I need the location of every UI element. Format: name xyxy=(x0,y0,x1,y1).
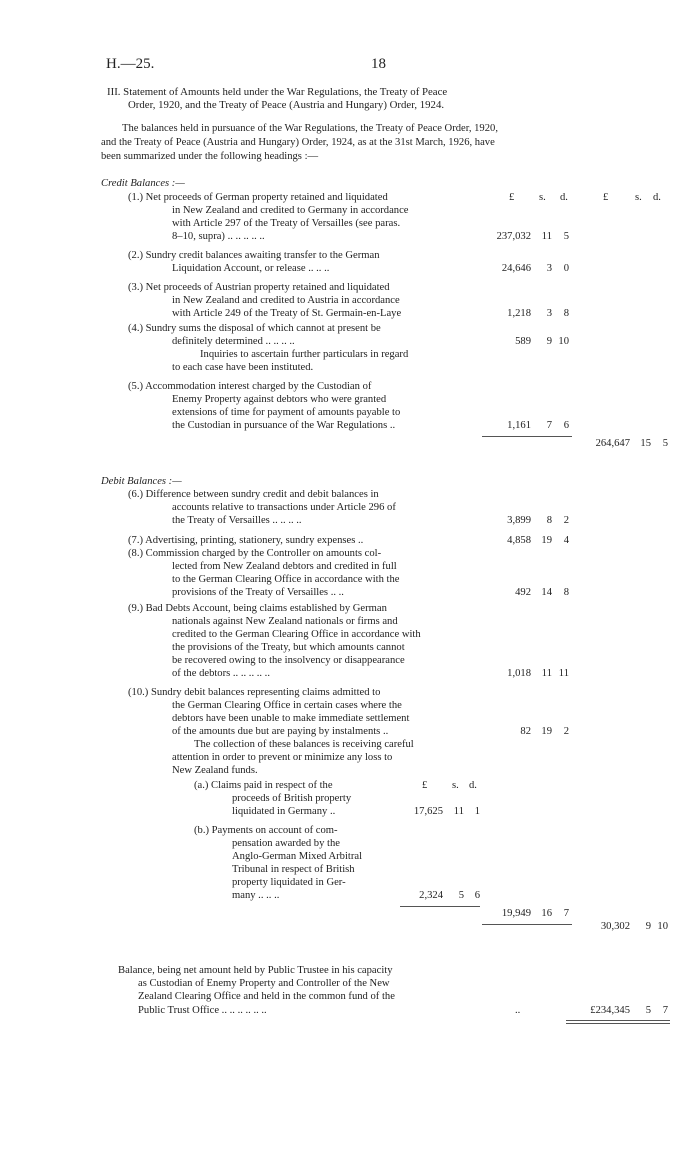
credit-item-2-line-2: Liquidation Account, or release .. .. .. xyxy=(172,263,330,274)
balance-line-1: Balance, being net amount held by Public Trustee in his capacity xyxy=(118,965,393,976)
credit-total-pounds: 264,647 xyxy=(595,438,630,449)
credit-item-5-line-3: extensions of time for payment of amounts payable to xyxy=(172,407,401,418)
debit-item-9-line-5: be recovered owing to the insolvency or disappearance xyxy=(172,655,405,666)
sub-col-shillings: s. xyxy=(452,780,459,791)
sub-item-b-line-2: pensation awarded by the xyxy=(232,838,340,849)
credit-item-5-pounds: 1,161 xyxy=(507,420,531,431)
credit-item-2-pence: 0 xyxy=(563,263,569,274)
debit-item-9-line-3: credited to the German Clearing Office in accordance with xyxy=(172,629,421,640)
debit-item-7-shillings: 19 xyxy=(541,535,552,546)
balance-double-rule-top xyxy=(566,1020,670,1021)
intro-line-2: and the Treaty of Peace (Austria and Hungary) Order, 1924, as at the 31st March, 1926, have xyxy=(101,137,495,148)
sub-item-b-line-4: Tribunal in respect of British xyxy=(232,864,355,875)
sub-item-a-pounds: 17,625 xyxy=(413,806,443,817)
debit-item-6-line-3: the Treaty of Versailles .. .. .. .. xyxy=(172,515,302,526)
sub-item-a-line-3: liquidated in Germany .. xyxy=(232,806,336,817)
balance-pence: 7 xyxy=(662,1005,668,1016)
balance-line-3: Zealand Clearing Office and held in the common fund of the xyxy=(138,991,395,1002)
debit-item-8-line-3: to the German Clearing Office in accordance with the xyxy=(172,574,400,585)
sub-item-b-shillings: 5 xyxy=(458,890,464,901)
sub-item-b-pence: 6 xyxy=(474,890,480,901)
sub-item-a-line-1: (a.) Claims paid in respect of the xyxy=(194,780,333,791)
credit-item-1-shillings: 11 xyxy=(541,231,552,242)
credit-item-4-shillings: 9 xyxy=(546,336,552,347)
section-title-line-2: Order, 1920, and the Treaty of Peace (Austria and Hungary) Order, 1924. xyxy=(128,99,445,111)
debit-item-9-pounds: 1,018 xyxy=(507,668,531,679)
sub-item-a-line-2: proceeds of British property xyxy=(232,793,352,804)
sub-total-pence: 7 xyxy=(563,908,569,919)
balance-shillings: 5 xyxy=(645,1005,651,1016)
credit-item-5-shillings: 7 xyxy=(546,420,552,431)
credit-item-3-line-2: in New Zealand and credited to Austria in accordance xyxy=(172,295,400,306)
debit-total-pounds: 30,302 xyxy=(600,921,630,932)
page-number: 18 xyxy=(371,56,386,72)
debit-item-10-pence: 2 xyxy=(563,726,569,737)
debit-item-9-line-1: (9.) Bad Debts Account, being claims established by German xyxy=(128,603,387,614)
sub-item-a-pence: 1 xyxy=(474,806,480,817)
debit-item-10-shillings: 19 xyxy=(541,726,552,737)
sub-col-pence: d. xyxy=(469,780,477,791)
debit-item-8-pounds: 492 xyxy=(515,587,531,598)
credit-item-3-pounds: 1,218 xyxy=(507,308,531,319)
debit-item-9-pence: 11 xyxy=(558,668,569,679)
credit-subtotal-rule xyxy=(482,436,572,437)
credit-item-1-line-2: in New Zealand and credited to Germany in accordance xyxy=(172,205,409,216)
credit-item-2-shillings: 3 xyxy=(546,263,552,274)
document-reference: H.—25. xyxy=(106,56,155,72)
credit-col-pound: £ xyxy=(509,192,515,203)
debit-item-10-pounds: 82 xyxy=(520,726,531,737)
credit-col-pence: d. xyxy=(560,192,568,203)
sub-item-b-line-1: (b.) Payments on account of com- xyxy=(194,825,338,836)
credit-item-4-pence: 10 xyxy=(558,336,569,347)
intro-line-1: The balances held in pursuance of the War Regulations, the Treaty of Peace Order, 1920, xyxy=(122,123,498,134)
credit-item-1-pounds: 237,032 xyxy=(496,231,531,242)
debit-item-9-shillings: 11 xyxy=(541,668,552,679)
sub-total-shillings: 16 xyxy=(541,908,552,919)
debit-item-10-line-2: the German Clearing Office in certain cases where the xyxy=(172,700,402,711)
debit-item-10-line-3: debtors have been unable to make immediate settlement xyxy=(172,713,410,724)
balance-line-4: Public Trust Office .. .. .. .. .. .. xyxy=(138,1005,267,1016)
credit-total-pence: 5 xyxy=(662,438,668,449)
debit-item-6-shillings: 8 xyxy=(546,515,552,526)
debit-total-shillings: 9 xyxy=(645,921,651,932)
debit-item-7-pence: 4 xyxy=(563,535,569,546)
sub-item-a-shillings: 11 xyxy=(453,806,464,817)
debit-item-6-pence: 2 xyxy=(563,515,569,526)
credit-item-5-line-1: (5.) Accommodation interest charged by the Custodian of xyxy=(128,381,372,392)
credit-item-1-line-1: (1.) Net proceeds of German property retained and liquidated xyxy=(128,192,388,203)
balance-double-rule-bottom xyxy=(566,1023,670,1024)
credit-item-5-line-4: the Custodian in pursuance of the War Regulations .. xyxy=(172,420,396,431)
debit-item-7-pounds: 4,858 xyxy=(507,535,531,546)
debit-item-9-line-4: the provisions of the Treaty, but which amounts cannot xyxy=(172,642,405,653)
credit-item-2-pounds: 24,646 xyxy=(501,263,531,274)
credit-item-5-pence: 6 xyxy=(563,420,569,431)
credit-item-3-pence: 8 xyxy=(563,308,569,319)
credit-item-4-line-2: definitely determined .. .. .. .. xyxy=(172,336,295,347)
debit-item-10-line-7: New Zealand funds. xyxy=(172,765,258,776)
total-col-pound: £ xyxy=(603,192,609,203)
debit-item-9-line-6: of the debtors .. .. .. .. .. xyxy=(172,668,270,679)
sub-total-pounds: 19,949 xyxy=(501,908,531,919)
debit-item-8-line-1: (8.) Commission charged by the Controller on amounts col- xyxy=(128,548,382,559)
intro-line-3: been summarized under the following headings :— xyxy=(101,151,319,162)
debit-item-8-line-2: lected from New Zealand debtors and credited in full xyxy=(172,561,397,572)
credit-item-1-pence: 5 xyxy=(563,231,569,242)
credit-col-shillings: s. xyxy=(539,192,546,203)
credit-item-1-line-4: 8–10, supra) .. .. .. .. .. xyxy=(172,231,265,242)
sub-item-b-line-3: Anglo-German Mixed Arbitral xyxy=(232,851,363,862)
credit-item-4-line-4: to each case have been instituted. xyxy=(172,362,314,373)
total-col-pence: d. xyxy=(653,192,661,203)
debit-item-8-shillings: 14 xyxy=(541,587,552,598)
credit-item-4-line-3: Inquiries to ascertain further particulars in regard xyxy=(200,349,409,360)
debit-item-8-line-4: provisions of the Treaty of Versailles .. .. xyxy=(172,587,344,598)
total-col-shillings: s. xyxy=(635,192,642,203)
credit-item-5-line-2: Enemy Property against debtors who were granted xyxy=(172,394,387,405)
sub-item-b-line-6: many .. .. .. xyxy=(232,890,280,901)
debit-item-6-line-2: accounts relative to transactions under Article 296 of xyxy=(172,502,396,513)
credit-item-3-line-1: (3.) Net proceeds of Austrian property retained and liquidated xyxy=(128,282,390,293)
debit-heading: Debit Balances :— xyxy=(101,476,182,487)
credit-item-3-shillings: 3 xyxy=(546,308,552,319)
sub-col-pound: £ xyxy=(422,780,428,791)
credit-item-3-line-3: with Article 249 of the Treaty of St. Germain-en-Laye xyxy=(172,308,402,319)
debit-item-10-line-6: attention in order to prevent or minimize any loss to xyxy=(172,752,393,763)
credit-total-shillings: 15 xyxy=(640,438,651,449)
debit-total-pence: 10 xyxy=(657,921,668,932)
credit-heading: Credit Balances :— xyxy=(101,178,185,189)
credit-item-4-pounds: 589 xyxy=(515,336,531,347)
debit-subtotal-rule xyxy=(482,924,572,925)
balance-pounds: £234,345 xyxy=(590,1005,630,1016)
debit-item-10-line-4: of the amounts due but are paying by instalments .. xyxy=(172,726,389,737)
debit-item-6-line-1: (6.) Difference between sundry credit and debit balances in xyxy=(128,489,379,500)
credit-item-2-line-1: (2.) Sundry credit balances awaiting transfer to the German xyxy=(128,250,380,261)
debit-item-8-pence: 8 xyxy=(563,587,569,598)
balance-line-2: as Custodian of Enemy Property and Controller of the New xyxy=(138,978,390,989)
section-title-line-1: III. Statement of Amounts held under the War Regulations, the Treaty of Peace xyxy=(107,86,448,98)
debit-item-10-line-5: The collection of these balances is receiving careful xyxy=(194,739,414,750)
sub-item-b-pounds: 2,324 xyxy=(419,890,443,901)
debit-item-7-line-1: (7.) Advertising, printing, stationery, sundry expenses .. xyxy=(128,535,364,546)
debit-item-6-pounds: 3,899 xyxy=(507,515,531,526)
balance-mid-dots: .. xyxy=(515,1005,521,1016)
debit-item-10-line-1: (10.) Sundry debit balances representing claims admitted to xyxy=(128,687,381,698)
credit-item-4-line-1: (4.) Sundry sums the disposal of which cannot at present be xyxy=(128,323,381,334)
debit-item-9-line-2: nationals against New Zealand nationals or firms and xyxy=(172,616,398,627)
credit-item-1-line-3: with Article 297 of the Treaty of Versailles (see paras. xyxy=(172,218,401,229)
sub-item-b-line-5: property liquidated in Ger- xyxy=(232,877,346,888)
sub-total-rule xyxy=(400,906,480,907)
